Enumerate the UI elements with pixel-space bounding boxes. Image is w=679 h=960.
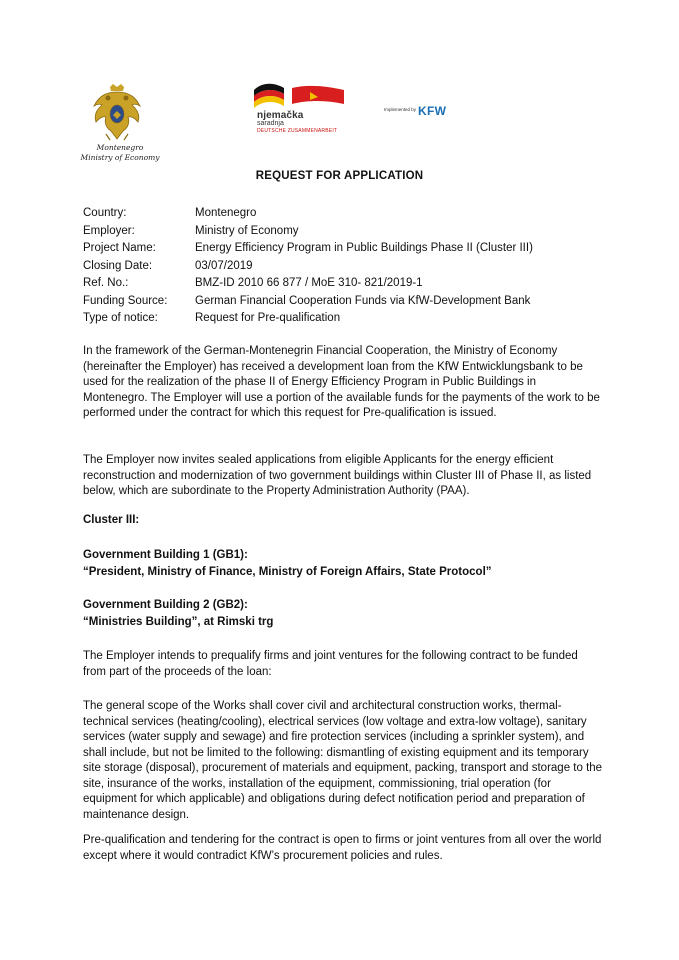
cluster-heading: Cluster III: [83,514,140,526]
info-label: Funding Source: [83,294,168,307]
info-value: Ministry of Economy [195,224,299,237]
gb2-name: “Ministries Building”, at Rimski trg [83,616,274,628]
info-label: Employer: [83,224,135,237]
info-table [83,205,533,328]
crest-caption-ministry: Ministry of Economy [80,153,160,162]
logo-text-deutsche: DEUTSCHE ZUSAMMENARBEIT [257,128,338,134]
info-row-closing-date [83,258,533,276]
montenegro-coat-of-arms-icon [92,84,142,142]
logo-text-saradnja: saradnja [257,120,284,127]
info-row-type-of-notice [83,310,533,328]
government-building-2 [83,597,273,631]
crest-caption [80,143,160,163]
kfw-implemented-by: Implemented by [384,107,417,112]
logo-text-njemacka: njemačka [257,110,304,121]
info-value: BMZ-ID 2010 66 877 / MoE 310- 821/2019-1 [195,277,423,289]
flag-swoosh-icon [252,80,362,110]
info-value: German Financial Cooperation Funds via KfW-Development Bank [195,294,531,307]
kfw-logo [384,104,464,120]
info-label: Ref. No.: [83,277,129,289]
info-value: Energy Efficiency Program in Public Buildings Phase II (Cluster III) [195,242,533,254]
info-row-project-name [83,240,533,258]
paragraph-framework: In the framework of the German-Montenegrin Financial Cooperation, the Ministry of Economy (hereinafter the Employer) has received a development loan from the KfW Entwicklungsbank to be used for the realization of the phase II of Energy Efficiency Program in Public Buildings in Montenegro. The Employer will use a portion of the available funds for the payments of the work to be performed under the contract for which this request for Pre-qualification is issued. [83,345,600,419]
info-label: Type of notice: [83,312,158,324]
kfw-wordmark: KFW [418,104,447,118]
info-label: Country: [83,207,127,219]
german-cooperation-logo [252,80,362,134]
info-row-ref-no [83,275,533,293]
paragraph-eligibility: Pre-qualification and tendering for the contract is open to firms or joint ventures from all over the world except where it would contradict KfW’s procurement policies and rules. [83,834,602,862]
info-label: Project Name: [83,242,156,254]
gb2-title: Government Building 2 (GB2): [83,599,248,611]
paragraph-prequalify: The Employer intends to prequalify firms and joint ventures for the following contract to be funded from part of the proceeds of the loan: [83,650,578,678]
government-building-1 [83,547,492,581]
info-row-funding-source [83,293,533,311]
info-value: Montenegro [195,207,257,219]
info-row-country [83,205,533,223]
crest-caption-country: Montenegro [96,143,144,152]
info-label: Closing Date: [83,259,153,272]
info-value: 03/07/2019 [195,259,253,272]
gb1-title: Government Building 1 (GB1): [83,549,248,561]
gb1-name: “President, Ministry of Finance, Ministry of Foreign Affairs, State Protocol” [83,566,492,578]
paragraph-invitation: The Employer now invites sealed applications from eligible Applicants for the energy efficient reconstruction and modernization of two government buildings within Cluster III of Phase II, as listed below, which are subordinate to the Property Administration Authority (PAA). [83,454,592,497]
info-value: Request for Pre-qualification [195,312,341,324]
document-title: REQUEST FOR APPLICATION [255,170,424,182]
paragraph-scope: The general scope of the Works shall cover civil and architectural construction works, thermal-technical services (heating/cooling), electrical services (low voltage and extra-low voltage), sanitary services (water supply and sewage) and fire protection services (including a sprinkler system), and shall include, but not be limited to the following: dismantling of existing equipment and its temporary site storage (disposal), procurement of materials and equipment, packing, transport and storage to the site, insurance of the works, installation of the equipment, commissioning, trial operation (for equipment for which applicable) and obligations during defect notification period and preparation of maintenance design. [83,700,603,821]
info-row-employer [83,223,533,241]
